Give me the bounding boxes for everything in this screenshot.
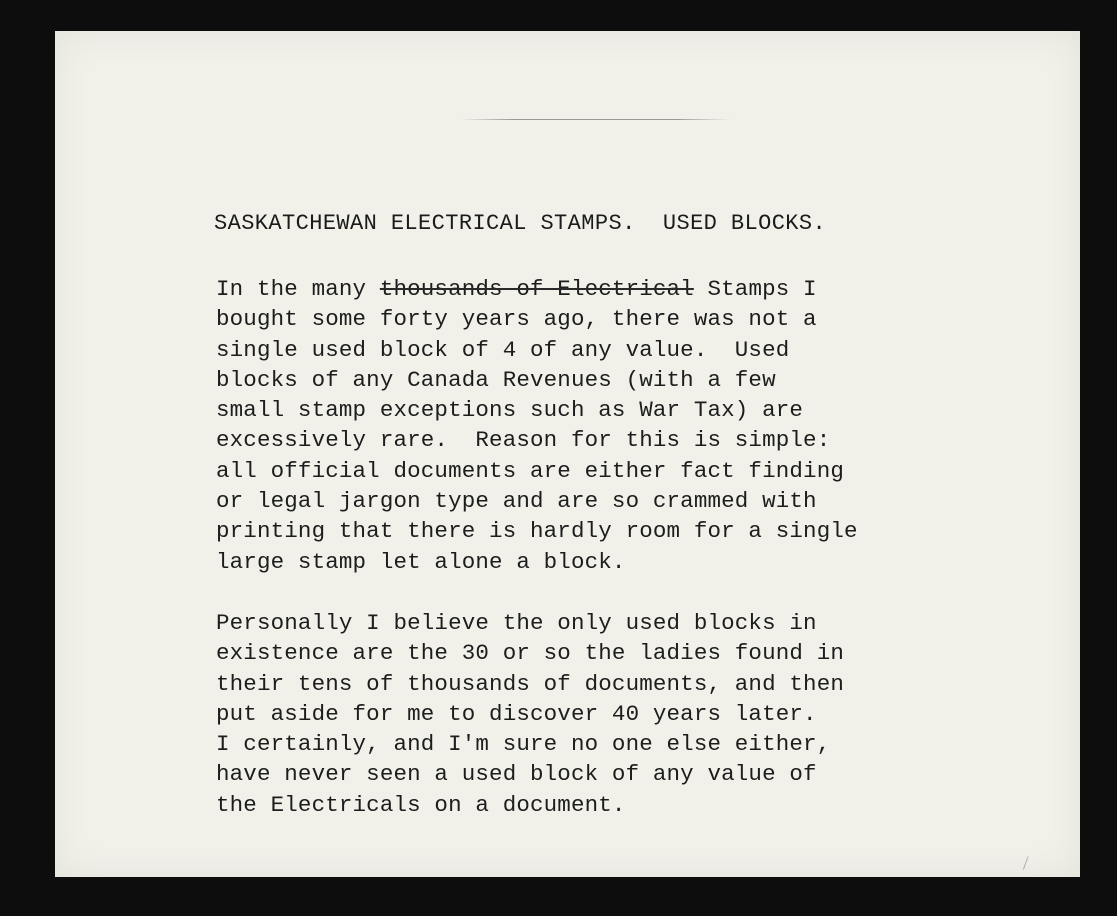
text-segment: Stamps I — [693, 276, 817, 302]
text-line: existence are the 30 or so the ladies found in — [216, 640, 845, 667]
text-line: excessively rare. Reason for this is simple: — [216, 427, 831, 454]
text-line: Personally I believe the only used blocks in — [216, 610, 817, 636]
text-line: put aside for me to discover 40 years later. — [216, 700, 817, 727]
text-line: the Electricals on a document. — [216, 791, 626, 818]
text-line: I certainly, and I'm sure no one else either, — [216, 731, 831, 758]
text-line — [216, 274, 858, 304]
document-page — [55, 31, 1080, 877]
struck-through-text: thousands of Electrical — [379, 276, 694, 302]
paragraph-used-blocks-rarity — [216, 274, 858, 577]
text-segment: In the many — [216, 276, 380, 302]
text-line: their tens of thousands of documents, and then — [216, 670, 845, 697]
text-line: or legal jargon type and are so crammed with — [216, 488, 817, 515]
text-line: all official documents are either fact finding — [216, 457, 845, 484]
text-line: large stamp let alone a block. — [216, 548, 626, 575]
text-line: have never seen a used block of any value of — [216, 761, 817, 788]
paragraph-personal-belief — [216, 608, 844, 820]
document-title: SASKATCHEWAN ELECTRICAL STAMPS. USED BLOCKS. — [214, 211, 827, 236]
pencil-mark — [1023, 856, 1034, 872]
text-line: bought some forty years ago, there was not a — [216, 306, 817, 333]
text-line: blocks of any Canada Revenues (with a few — [216, 366, 776, 393]
text-line: printing that there is hardly room for a single — [216, 518, 858, 545]
top-rule-line — [460, 119, 730, 120]
text-line: single used block of 4 of any value. Used — [216, 336, 790, 363]
text-line: small stamp exceptions such as War Tax) are — [216, 397, 804, 424]
